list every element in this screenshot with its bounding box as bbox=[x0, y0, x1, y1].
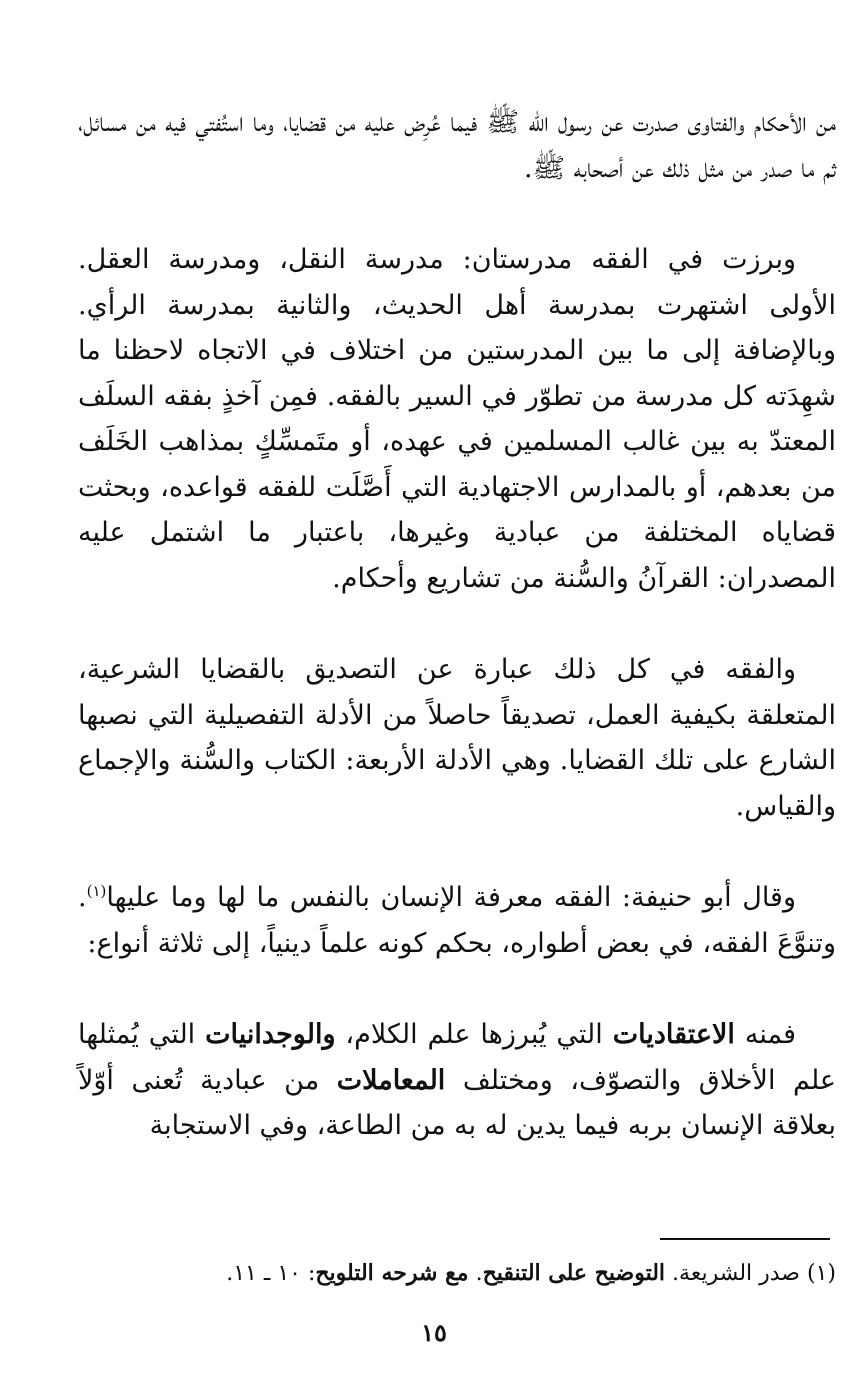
paragraph-2: وبرزت في الفقه مدرستان: مدرسة النقل، ومدرسة العقل. الأولى اشتهرت بمدرسة أهل الحديث، والثانية بمدرسة الرأي. وبالإضافة إلى ما بين المدرستين من اختلاف في الاتجاه لاحظنا ما شهِدَته كل مدرسة من تطوّر في السير بالفقه. فمِن آخذٍ بفقه السلَف المعتدّ به بين غالب المسلمين في عهده، أو متَمسِّكٍ بمذاهب الخَلَف من بعدهم، أو بالمدارس الاجتهادية التي أَصَّلَت للفقه قواعده، وبحثت قضاياه المختلفة من عبادية وغيرها، باعتبار ما اشتمل عليه المصدران: القرآنُ والسُّنة من تشاريع وأحكام. bbox=[78, 244, 836, 594]
page-number: ١٥ bbox=[421, 1318, 447, 1347]
footnote-marker[interactable]: (١) bbox=[86, 882, 107, 900]
footnote: (١) صدر الشريعة. التوضيح على التنقيح. مع شرحه التلويح: ١٠ ـ ١١. bbox=[226, 1260, 836, 1286]
bold-term-muamalat: المعاملات bbox=[336, 1064, 446, 1096]
paragraph-4: وقال أبو حنيفة: الفقه معرفة الإنسان بالنفس ما لها وما عليها$^{(١)}$. وتنوَّعَ الفقه، في بعض أطواره، بحكم كونه علماً دينياً، إلى ثلاثة أنواع: bbox=[78, 882, 836, 959]
main-text bbox=[78, 100, 836, 1149]
bold-term-wijdaniyat: والوجدانيات bbox=[205, 1019, 336, 1050]
footnote-divider bbox=[660, 1238, 830, 1240]
paragraph-1: من الأحكام والفتاوى صدرت عن رسول الله ﷺ فيما عُرِض عليه من قضايا، وما استُفتي فيه من مسائل، ثم ما صدر من مثل ذلك عن أصحابه ﷺ. bbox=[78, 107, 836, 184]
paragraph-5: فمنه الاعتقاديات التي يُبرزها علم الكلام، والوجدانيات التي يُمثلها علم الأخلاق والتصوّف، ومختلف المعاملات من عبادية تُعنى أوّلاً بعلاقة الإنسان بربه فيما يدين له به من الطاعة، وفي الاستجابة bbox=[78, 1019, 836, 1141]
footnote-commentary-title: مع شرحه التلويح bbox=[315, 1260, 469, 1286]
footnote-book-title: التوضيح على التنقيح bbox=[482, 1260, 666, 1286]
paragraph-3: والفقه في كل ذلك عبارة عن التصديق بالقضايا الشرعية، المتعلقة بكيفية العمل، تصديقاً حاصلاً من الأدلة التفصيلية التي نصبها الشارع على تلك القضايا. وهي الأدلة الأربعة: الكتاب والسُّنة والإجماع والقياس. bbox=[78, 654, 836, 822]
bold-term-itiqadiyat: الاعتقاديات bbox=[612, 1019, 735, 1050]
